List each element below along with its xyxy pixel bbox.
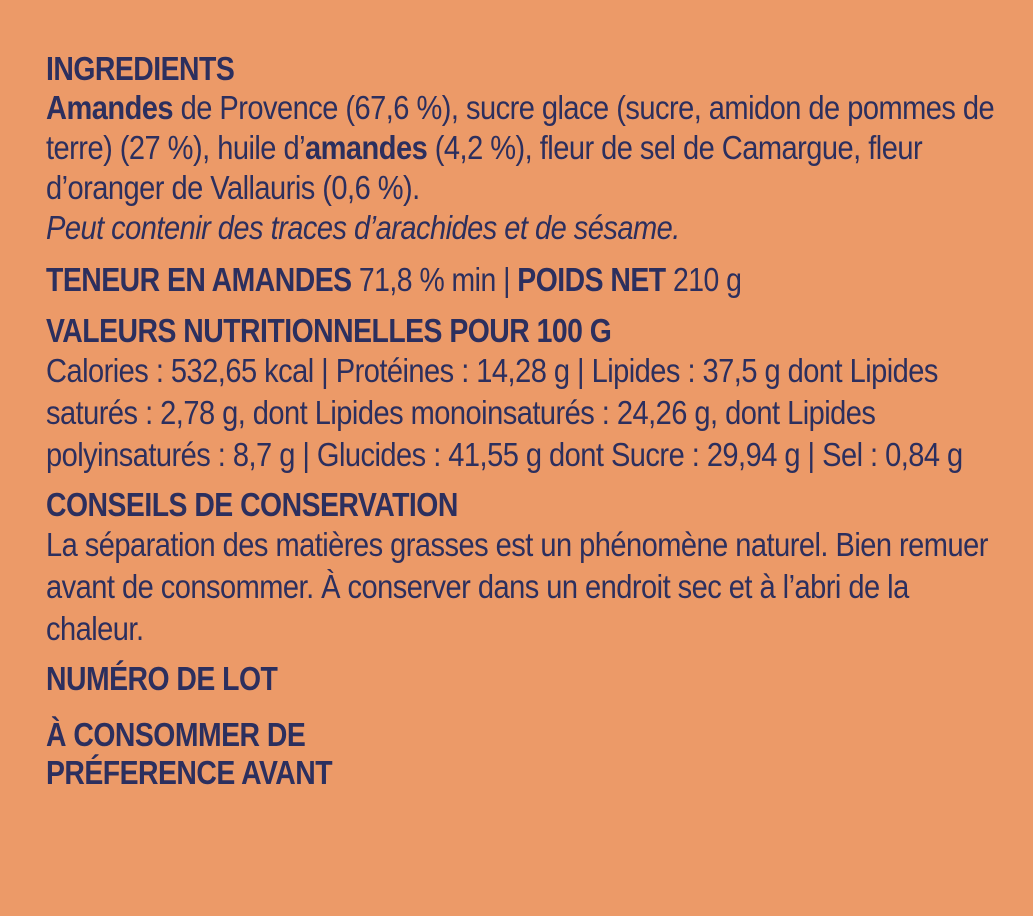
storage-section: [46, 486, 993, 650]
nutrition-heading: VALEURS NUTRITIONNELLES POUR 100 G: [46, 312, 612, 349]
best-before-section: [46, 716, 993, 792]
ingredients-list: [46, 88, 996, 248]
allergen-note: Peut contenir des traces d’arachides et de sésame.: [46, 209, 680, 246]
almond-content-label: TENEUR EN AMANDES: [46, 261, 352, 298]
ingredients-section: [46, 50, 993, 248]
best-before-line-2: PRÉFERENCE AVANT: [46, 754, 333, 791]
ingredients-heading: INGREDIENTS: [46, 50, 235, 87]
ingredients-text-1: de Provence (67,6 %), sucre glace (sucre, amidon de pommes de terre) (27 %), huile d’: [46, 89, 995, 166]
almond-content-value: 71,8 % min: [351, 261, 496, 298]
net-weight-label: POIDS NET: [517, 261, 666, 298]
net-weight-value: 210 g: [665, 261, 742, 298]
ingredients-text-2: (4,2 %), fleur de sel de Camargue, fleur d’oranger de Vallauris (0,6 %).: [46, 129, 923, 206]
separator: |: [495, 261, 518, 298]
nutrition-section: [46, 312, 993, 476]
nutrition-values: Calories : 532,65 kcal | Protéines : 14,28 g | Lipides : 37,5 g dont Lipides saturés : 2,78 g, dont Lipides monoinsaturés : 24,26 g, dont Lipides polyinsaturés : 8,7 g | Glucides : 41,55 g dont Sucre : 29,94 g | Sel : 0,84 g: [46, 352, 963, 473]
content-line: [46, 258, 860, 302]
lot-section: [46, 660, 993, 698]
ingredient-almonds: Amandes: [46, 89, 174, 126]
best-before-line-1: À CONSOMMER DE: [46, 716, 306, 753]
content-section: [46, 258, 993, 302]
storage-text: La séparation des matières grasses est un phénomène naturel. Bien remuer avant de consommer. À conserver dans un endroit sec et à l’abri de la chaleur.: [46, 526, 988, 647]
ingredient-almonds-2: amandes: [305, 129, 428, 166]
storage-heading: CONSEILS DE CONSERVATION: [46, 486, 458, 523]
lot-heading: NUMÉRO DE LOT: [46, 660, 278, 697]
